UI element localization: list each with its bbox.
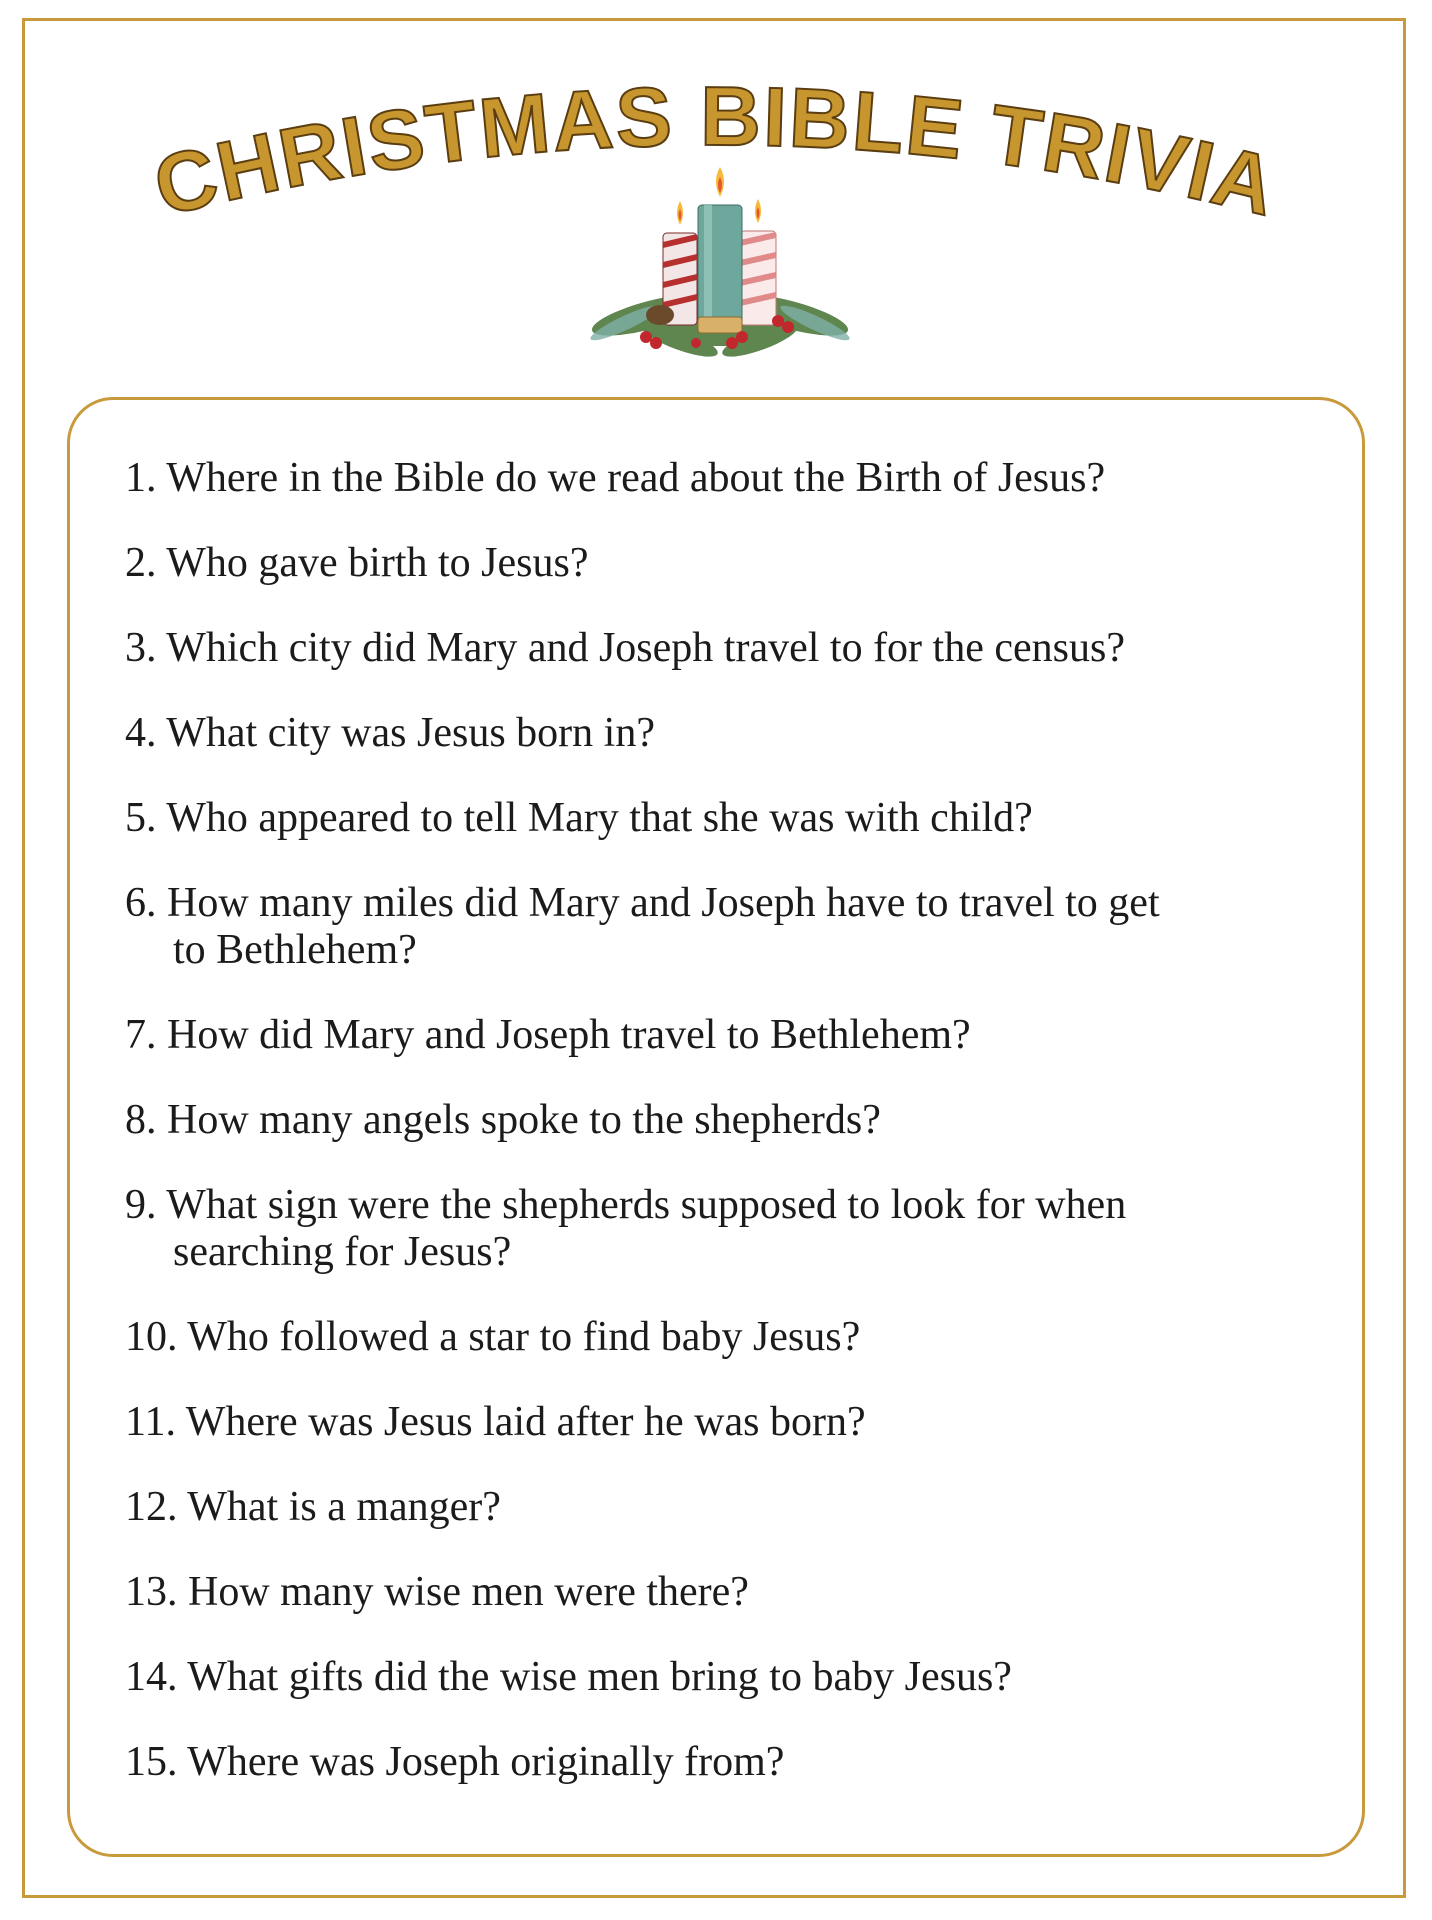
question-15: 15. Where was Joseph originally from? xyxy=(125,1739,785,1785)
question-3: 3. Which city did Mary and Joseph travel to for the census? xyxy=(125,625,1125,671)
question-9-continued: searching for Jesus? xyxy=(173,1229,512,1275)
question-10: 10. Who followed a star to find baby Jesus? xyxy=(125,1314,861,1360)
question-list xyxy=(125,455,1335,1824)
question-11: 11. Where was Jesus laid after he was born? xyxy=(125,1399,866,1445)
candles-wreath-icon xyxy=(580,165,860,375)
question-2: 2. Who gave birth to Jesus? xyxy=(125,540,589,586)
question-8: 8. How many angels spoke to the shepherds? xyxy=(125,1097,881,1143)
question-4: 4. What city was Jesus born in? xyxy=(125,710,655,756)
question-13: 13. How many wise men were there? xyxy=(125,1569,749,1615)
question-7: 7. How did Mary and Joseph travel to Bethlehem? xyxy=(125,1012,971,1058)
question-6-continued: to Bethlehem? xyxy=(173,927,417,973)
question-1: 1. Where in the Bible do we read about the Birth of Jesus? xyxy=(125,455,1106,501)
question-9: 9. What sign were the shepherds supposed to look for when searching for Jesus? xyxy=(125,1182,1335,1276)
question-6: 6. How many miles did Mary and Joseph have to travel to get to Bethlehem? xyxy=(125,880,1335,974)
page-title-text: CHRISTMAS BIBLE TRIVIA xyxy=(145,68,1287,234)
question-14: 14. What gifts did the wise men bring to baby Jesus? xyxy=(125,1654,1012,1700)
question-5: 5. Who appeared to tell Mary that she was with child? xyxy=(125,795,1033,841)
question-12: 12. What is a manger? xyxy=(125,1484,501,1530)
